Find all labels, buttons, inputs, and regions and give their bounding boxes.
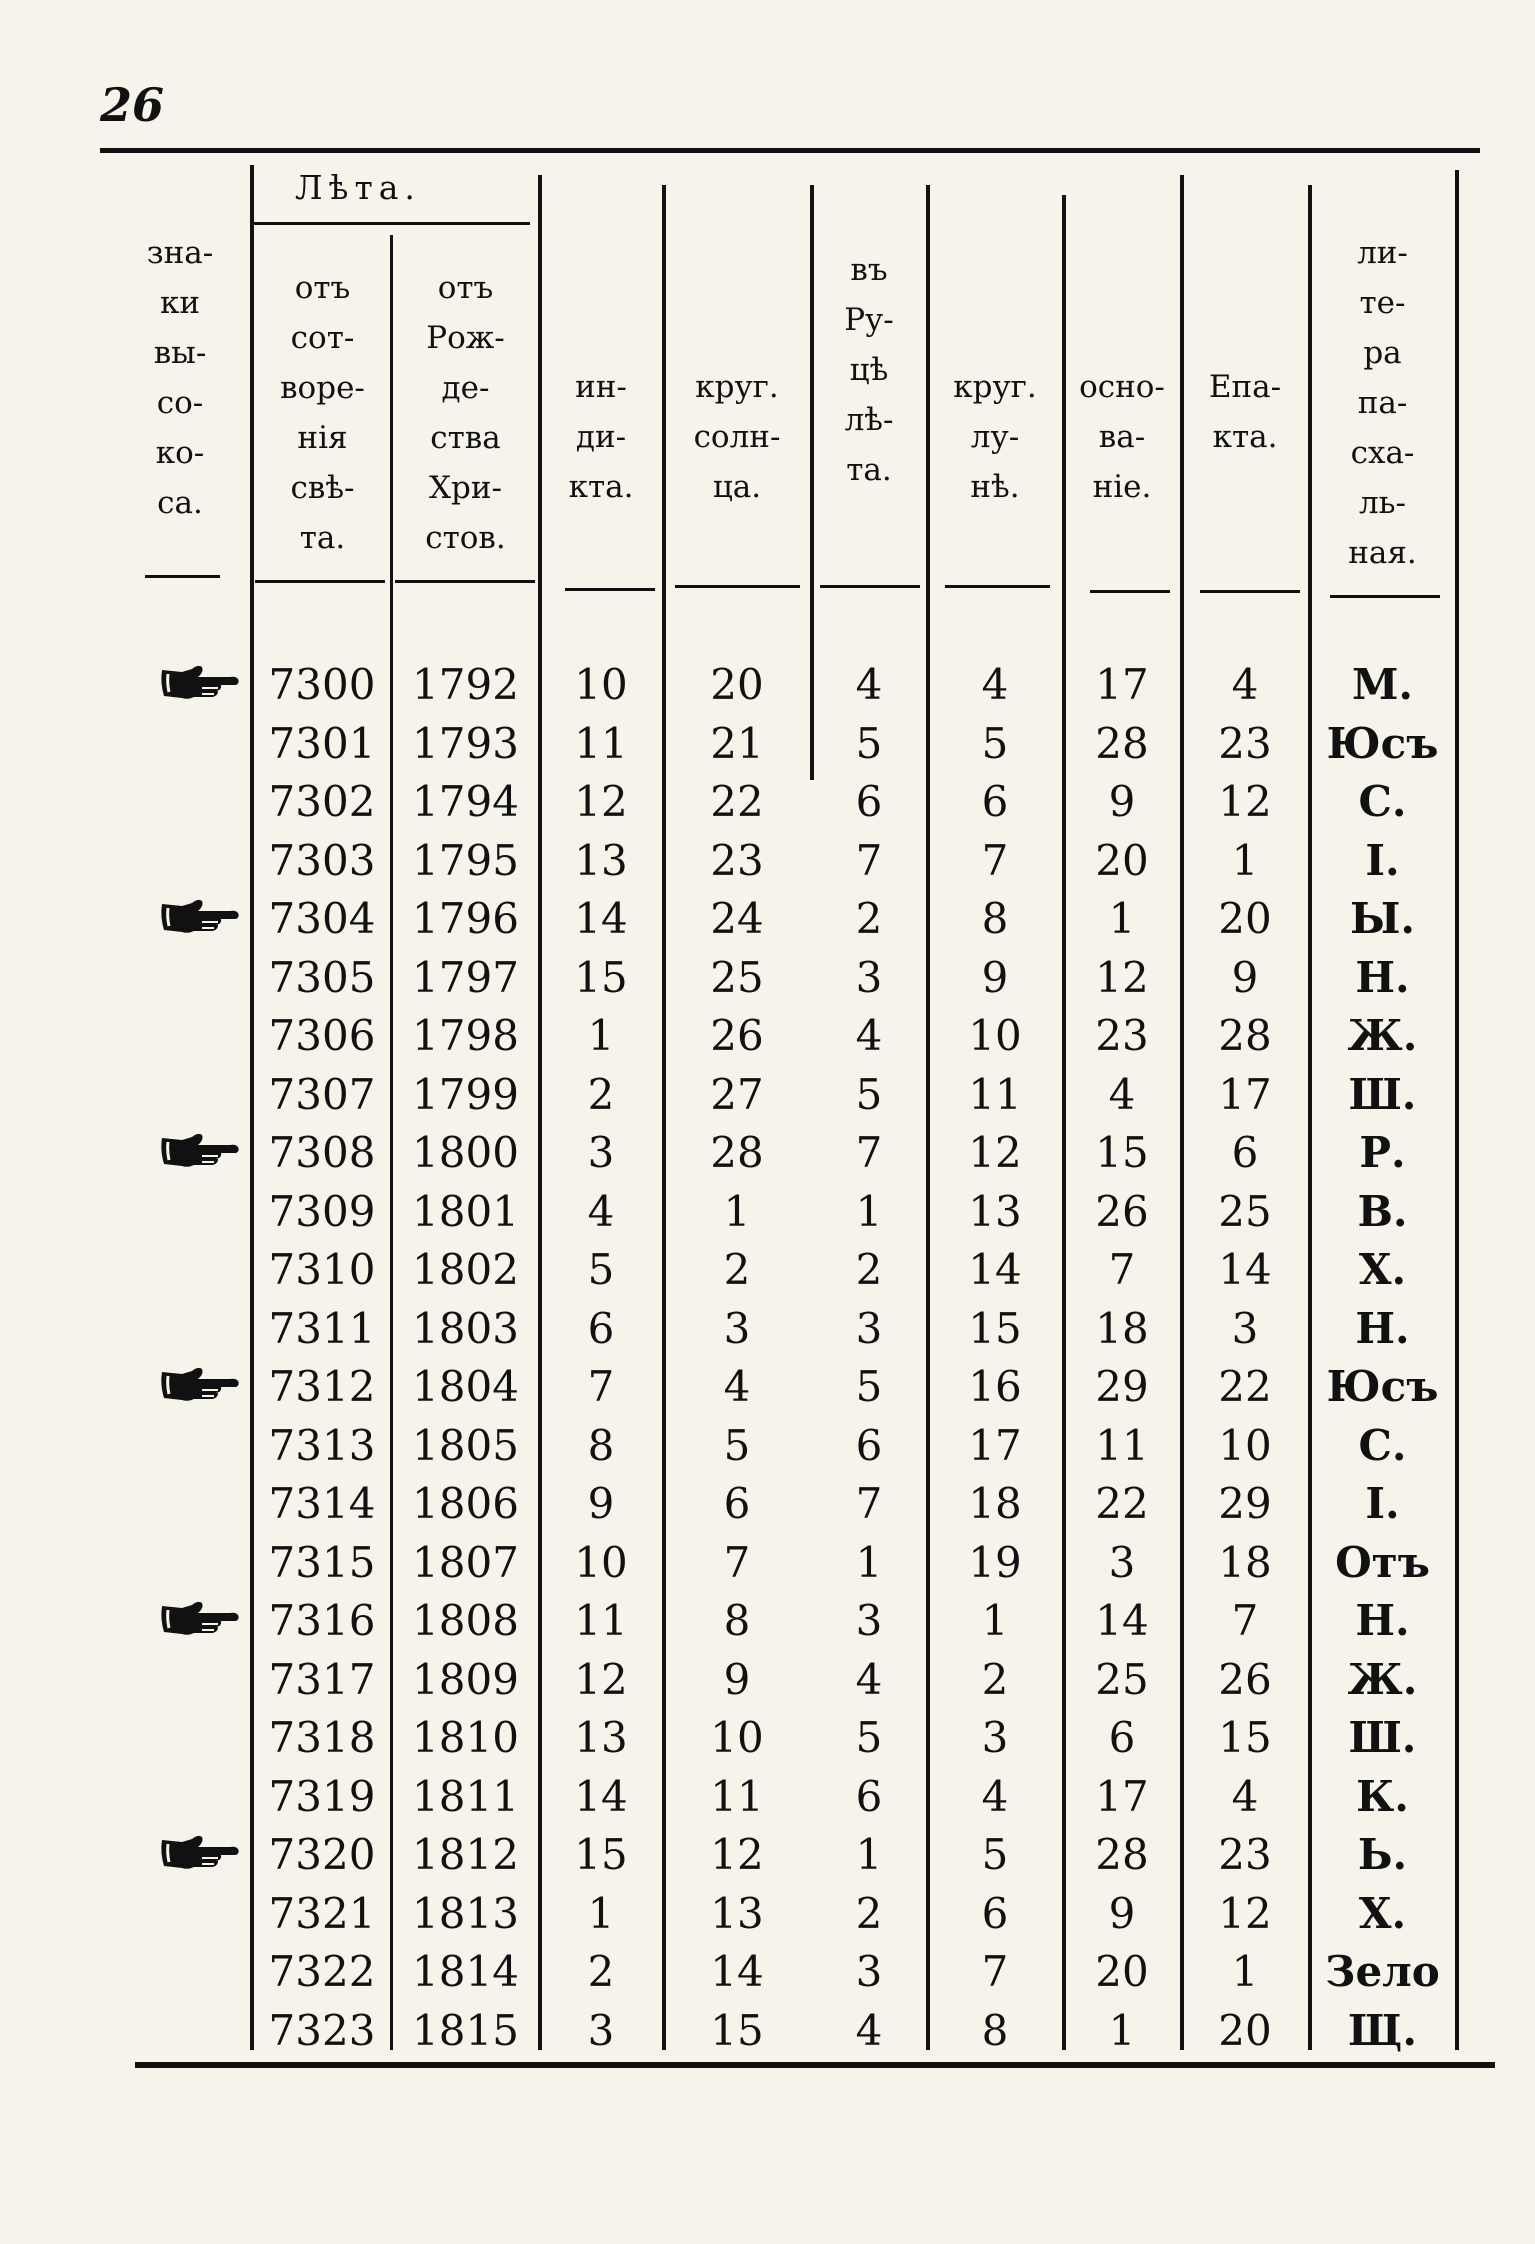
header-indiction: ин- ди- кта. <box>568 369 634 505</box>
cell-epact: 4 <box>1231 660 1259 709</box>
cell-indiction: 10 <box>574 1537 628 1587</box>
cell-indiction: 1 <box>587 1011 615 1060</box>
cell-foundation: 12 <box>1095 952 1149 1002</box>
cell-indiction: 12 <box>574 1654 628 1704</box>
cell-year-nativity: 1807 <box>412 1537 519 1587</box>
pointing-hand-icon <box>158 894 240 940</box>
cell-foundation: 6 <box>1108 1713 1136 1762</box>
header-dash <box>565 588 655 591</box>
cell-epact: 10 <box>1218 1420 1272 1470</box>
cell-epact: 26 <box>1218 1654 1272 1704</box>
cell-paschal-letter: Щ. <box>1348 2005 1417 2055</box>
cell-epact: 4 <box>1231 1771 1259 1821</box>
cell-epact: 15 <box>1218 1713 1272 1762</box>
cell-year-nativity: 1800 <box>412 1128 519 1177</box>
cell-foundation: 23 <box>1095 1011 1149 1060</box>
cell-solar-cycle: 9 <box>723 1654 751 1704</box>
cell-year-creation: 7321 <box>268 1888 376 1938</box>
cell-indiction: 9 <box>587 1479 615 1528</box>
cell-solar-cycle: 21 <box>710 718 764 768</box>
cell-lunar-cycle: 11 <box>968 1069 1022 1119</box>
cell-epact: 9 <box>1231 952 1259 1002</box>
cell-indiction: 15 <box>574 952 628 1002</box>
cell-solar-cycle: 28 <box>710 1128 764 1177</box>
cell-hand-of-year: 6 <box>855 1420 883 1470</box>
header-dash <box>255 580 385 583</box>
header-signs: зна- ки вы- со- ко- са. <box>146 235 214 521</box>
cell-foundation: 29 <box>1095 1362 1149 1411</box>
cell-indiction: 12 <box>574 777 628 826</box>
header-dash <box>1090 590 1170 593</box>
cell-epact: 20 <box>1218 894 1272 943</box>
cell-lunar-cycle: 8 <box>981 2005 1009 2055</box>
cell-solar-cycle: 13 <box>710 1888 764 1938</box>
cell-year-nativity: 1794 <box>412 777 519 826</box>
cell-paschal-letter: С. <box>1358 1420 1407 1470</box>
cell-paschal-letter: Х. <box>1358 1888 1407 1938</box>
cell-epact: 25 <box>1218 1186 1272 1236</box>
header-lunar-cycle: круг. лу- нѣ. <box>953 369 1037 505</box>
cell-lunar-cycle: 13 <box>968 1186 1022 1236</box>
cell-year-creation: 7319 <box>268 1771 376 1821</box>
cell-year-nativity: 1792 <box>412 660 519 709</box>
cell-solar-cycle: 20 <box>710 660 764 709</box>
cell-hand-of-year: 5 <box>855 1713 883 1762</box>
pointing-hand-icon <box>158 1830 240 1876</box>
cell-solar-cycle: 23 <box>710 835 764 885</box>
cell-solar-cycle: 24 <box>710 894 764 943</box>
cell-epact: 22 <box>1218 1362 1272 1411</box>
cell-year-nativity: 1797 <box>412 952 519 1002</box>
cell-indiction: 2 <box>587 1947 615 1996</box>
cell-foundation: 4 <box>1108 1069 1136 1119</box>
cell-foundation: 9 <box>1108 777 1136 826</box>
cell-hand-of-year: 2 <box>855 1888 883 1938</box>
header-solar-cycle: круг. солн- ца. <box>693 369 781 505</box>
cell-paschal-letter: Зело <box>1325 1947 1440 1996</box>
cell-foundation: 26 <box>1095 1186 1149 1236</box>
cell-year-creation: 7316 <box>268 1596 376 1645</box>
cell-paschal-letter: Ж. <box>1347 1654 1418 1704</box>
cell-foundation: 28 <box>1095 718 1149 768</box>
cell-indiction: 14 <box>574 894 628 943</box>
header-hand-of-year: въ Ру- цѣ лѣ- та. <box>844 252 894 488</box>
cell-year-nativity: 1805 <box>412 1420 519 1470</box>
cell-year-nativity: 1796 <box>412 894 519 943</box>
cell-hand-of-year: 3 <box>855 1303 883 1353</box>
cell-year-nativity: 1815 <box>412 2005 519 2055</box>
cell-foundation: 20 <box>1095 1947 1149 1996</box>
cell-hand-of-year: 7 <box>855 835 883 885</box>
cell-foundation: 15 <box>1095 1128 1149 1177</box>
cell-hand-of-year: 1 <box>855 1186 883 1236</box>
cell-epact: 3 <box>1231 1303 1259 1353</box>
cell-indiction: 5 <box>587 1245 615 1294</box>
header-epact: Епа- кта. <box>1208 369 1282 455</box>
cell-year-creation: 7314 <box>268 1479 376 1528</box>
cell-indiction: 8 <box>587 1420 615 1470</box>
cell-paschal-letter: Н. <box>1355 952 1410 1002</box>
cell-paschal-letter: Ь. <box>1357 1830 1408 1879</box>
cell-hand-of-year: 1 <box>855 1830 883 1879</box>
cell-solar-cycle: 22 <box>710 777 764 826</box>
cell-paschal-letter: Отъ <box>1335 1537 1430 1587</box>
cell-foundation: 11 <box>1095 1420 1149 1470</box>
cell-solar-cycle: 3 <box>723 1303 751 1353</box>
cell-lunar-cycle: 7 <box>981 1947 1009 1996</box>
cell-year-creation: 7304 <box>268 894 376 943</box>
cell-indiction: 11 <box>574 1596 628 1645</box>
pointing-hand-icon <box>158 1128 240 1174</box>
pointing-hand-icon <box>158 1596 240 1642</box>
cell-solar-cycle: 15 <box>710 2005 764 2055</box>
cell-solar-cycle: 27 <box>710 1069 764 1119</box>
cell-year-nativity: 1808 <box>412 1596 519 1645</box>
cell-paschal-letter: С. <box>1358 777 1407 826</box>
cell-year-nativity: 1806 <box>412 1479 519 1528</box>
cell-paschal-letter: І. <box>1365 835 1400 885</box>
cell-hand-of-year: 3 <box>855 1596 883 1645</box>
cell-year-nativity: 1812 <box>412 1830 519 1879</box>
cell-indiction: 2 <box>587 1069 615 1119</box>
cell-solar-cycle: 10 <box>710 1713 764 1762</box>
cell-foundation: 9 <box>1108 1888 1136 1938</box>
cell-year-nativity: 1814 <box>412 1947 519 1996</box>
column-rule <box>1455 170 1459 2050</box>
cell-lunar-cycle: 19 <box>968 1537 1022 1587</box>
cell-hand-of-year: 4 <box>855 660 883 709</box>
cell-foundation: 28 <box>1095 1830 1149 1879</box>
cell-solar-cycle: 1 <box>723 1186 751 1236</box>
cell-epact: 20 <box>1218 2005 1272 2055</box>
pointing-hand-icon <box>158 1362 240 1408</box>
cell-epact: 12 <box>1218 777 1272 826</box>
cell-year-creation: 7310 <box>268 1245 376 1294</box>
cell-lunar-cycle: 9 <box>981 952 1009 1002</box>
page-number: 26 <box>100 78 165 132</box>
header-paschal-letter: ли- те- ра па- сха- ль- ная. <box>1348 235 1417 571</box>
cell-year-nativity: 1804 <box>412 1362 519 1411</box>
cell-solar-cycle: 5 <box>723 1420 751 1470</box>
cell-indiction: 3 <box>587 2005 615 2055</box>
cell-epact: 23 <box>1218 1830 1272 1879</box>
cell-lunar-cycle: 14 <box>968 1245 1022 1294</box>
cell-paschal-letter: Юсъ <box>1326 718 1439 768</box>
cell-year-creation: 7302 <box>268 777 376 826</box>
cell-year-creation: 7305 <box>268 952 376 1002</box>
pointing-hand-icon <box>158 660 240 706</box>
header-dash <box>820 585 920 588</box>
cell-hand-of-year: 5 <box>855 718 883 768</box>
cell-year-nativity: 1810 <box>412 1713 519 1762</box>
cell-lunar-cycle: 4 <box>981 1771 1009 1821</box>
cell-lunar-cycle: 18 <box>968 1479 1022 1528</box>
cell-lunar-cycle: 15 <box>968 1303 1022 1353</box>
cell-year-nativity: 1802 <box>412 1245 519 1294</box>
cell-indiction: 6 <box>587 1303 615 1353</box>
cell-solar-cycle: 7 <box>723 1537 751 1587</box>
cell-paschal-letter: Ж. <box>1347 1011 1418 1060</box>
cell-lunar-cycle: 16 <box>968 1362 1022 1411</box>
cell-lunar-cycle: 10 <box>968 1011 1022 1060</box>
cell-paschal-letter: Ы. <box>1349 894 1416 943</box>
header-dash <box>395 580 535 583</box>
cell-epact: 28 <box>1218 1011 1272 1060</box>
cell-paschal-letter: В. <box>1357 1186 1408 1236</box>
header-foundation: осно- ва- ніе. <box>1079 369 1165 505</box>
header-dash <box>1330 595 1440 598</box>
cell-year-creation: 7303 <box>268 835 376 885</box>
cell-year-creation: 7323 <box>268 2005 376 2055</box>
header-dash <box>145 575 220 578</box>
cell-solar-cycle: 8 <box>723 1596 751 1645</box>
cell-lunar-cycle: 1 <box>981 1596 1009 1645</box>
cell-year-creation: 7312 <box>268 1362 376 1411</box>
cell-paschal-letter: Х. <box>1358 1245 1407 1294</box>
cell-year-creation: 7315 <box>268 1537 376 1587</box>
cell-hand-of-year: 3 <box>855 1947 883 1996</box>
cell-year-creation: 7308 <box>268 1128 376 1177</box>
cell-paschal-letter: К. <box>1356 1771 1409 1821</box>
cell-indiction: 13 <box>574 1713 628 1762</box>
cell-paschal-letter: Юсъ <box>1326 1362 1439 1411</box>
cell-year-creation: 7313 <box>268 1420 376 1470</box>
cell-epact: 29 <box>1218 1479 1272 1528</box>
cell-lunar-cycle: 17 <box>968 1420 1022 1470</box>
cell-solar-cycle: 26 <box>710 1011 764 1060</box>
cell-paschal-letter: Р. <box>1359 1128 1406 1177</box>
cell-epact: 1 <box>1231 835 1259 885</box>
cell-foundation: 17 <box>1095 660 1149 709</box>
cell-foundation: 22 <box>1095 1479 1149 1528</box>
cell-foundation: 14 <box>1095 1596 1149 1645</box>
cell-year-nativity: 1798 <box>412 1011 519 1060</box>
cell-year-creation: 7322 <box>268 1947 376 1996</box>
cell-solar-cycle: 14 <box>710 1947 764 1996</box>
cell-year-creation: 7318 <box>268 1713 376 1762</box>
cell-solar-cycle: 6 <box>723 1479 751 1528</box>
cell-foundation: 7 <box>1108 1245 1136 1294</box>
cell-lunar-cycle: 8 <box>981 894 1009 943</box>
cell-year-creation: 7307 <box>268 1069 376 1119</box>
cell-indiction: 4 <box>587 1186 615 1236</box>
cell-lunar-cycle: 6 <box>981 1888 1009 1938</box>
cell-foundation: 3 <box>1108 1537 1136 1587</box>
cell-foundation: 17 <box>1095 1771 1149 1821</box>
cell-year-nativity: 1801 <box>412 1186 519 1236</box>
cell-paschal-letter: Ш. <box>1348 1069 1417 1119</box>
cell-lunar-cycle: 4 <box>981 660 1009 709</box>
cell-hand-of-year: 2 <box>855 894 883 943</box>
cell-hand-of-year: 7 <box>855 1128 883 1177</box>
cell-solar-cycle: 4 <box>723 1362 751 1411</box>
cell-indiction: 14 <box>574 1771 628 1821</box>
cell-indiction: 1 <box>587 1888 615 1938</box>
bottom-rule <box>135 2062 1495 2068</box>
cell-epact: 18 <box>1218 1537 1272 1587</box>
cell-foundation: 1 <box>1108 2005 1136 2055</box>
cell-indiction: 3 <box>587 1128 615 1177</box>
header-dash <box>945 585 1050 588</box>
top-rule <box>100 148 1480 153</box>
cell-year-nativity: 1803 <box>412 1303 519 1353</box>
cell-solar-cycle: 25 <box>710 952 764 1002</box>
cell-hand-of-year: 2 <box>855 1245 883 1294</box>
cell-lunar-cycle: 12 <box>968 1128 1022 1177</box>
header-from-creation: отъ сот- воре- нія свѣ- та. <box>280 270 365 556</box>
cell-lunar-cycle: 6 <box>981 777 1009 826</box>
cell-epact: 17 <box>1218 1069 1272 1119</box>
cell-year-creation: 7311 <box>268 1303 376 1353</box>
cell-hand-of-year: 6 <box>855 777 883 826</box>
cell-lunar-cycle: 2 <box>981 1654 1009 1704</box>
cell-year-nativity: 1793 <box>412 718 519 768</box>
cell-epact: 1 <box>1231 1947 1259 1996</box>
cell-solar-cycle: 2 <box>723 1245 751 1294</box>
header-dash <box>675 585 800 588</box>
header-from-nativity: отъ Рож- де- ства Хри- стов. <box>425 270 506 556</box>
cell-hand-of-year: 4 <box>855 1011 883 1060</box>
cell-year-nativity: 1809 <box>412 1654 519 1704</box>
cell-epact: 14 <box>1218 1245 1272 1294</box>
cell-year-nativity: 1795 <box>412 835 519 885</box>
cell-hand-of-year: 4 <box>855 2005 883 2055</box>
cell-year-creation: 7309 <box>268 1186 376 1236</box>
cell-epact: 6 <box>1231 1128 1259 1177</box>
cell-lunar-cycle: 7 <box>981 835 1009 885</box>
cell-solar-cycle: 12 <box>710 1830 764 1879</box>
cell-hand-of-year: 4 <box>855 1654 883 1704</box>
cell-indiction: 7 <box>587 1362 615 1411</box>
cell-year-creation: 7317 <box>268 1654 376 1704</box>
cell-hand-of-year: 5 <box>855 1362 883 1411</box>
years-group-header: Лѣта. <box>295 168 421 207</box>
cell-paschal-letter: Н. <box>1355 1303 1410 1353</box>
cell-paschal-letter: І. <box>1365 1479 1400 1528</box>
group-underline <box>250 222 530 225</box>
cell-epact: 23 <box>1218 718 1272 768</box>
cell-indiction: 11 <box>574 718 628 768</box>
cell-indiction: 15 <box>574 1830 628 1879</box>
cell-foundation: 20 <box>1095 835 1149 885</box>
cell-lunar-cycle: 5 <box>981 1830 1009 1879</box>
cell-lunar-cycle: 3 <box>981 1713 1009 1762</box>
cell-hand-of-year: 6 <box>855 1771 883 1821</box>
cell-foundation: 1 <box>1108 894 1136 943</box>
cell-year-nativity: 1811 <box>412 1771 519 1821</box>
cell-foundation: 25 <box>1095 1654 1149 1704</box>
header-dash <box>1200 590 1300 593</box>
cell-year-creation: 7301 <box>268 718 376 768</box>
cell-year-nativity: 1813 <box>412 1888 519 1938</box>
cell-year-nativity: 1799 <box>412 1069 519 1119</box>
cell-paschal-letter: Ш. <box>1348 1713 1417 1762</box>
cell-foundation: 18 <box>1095 1303 1149 1353</box>
cell-epact: 12 <box>1218 1888 1272 1938</box>
cell-hand-of-year: 1 <box>855 1537 883 1587</box>
cell-year-creation: 7300 <box>268 660 376 709</box>
cell-year-creation: 7306 <box>268 1011 376 1060</box>
cell-hand-of-year: 5 <box>855 1069 883 1119</box>
cell-hand-of-year: 7 <box>855 1479 883 1528</box>
cell-indiction: 13 <box>574 835 628 885</box>
cell-indiction: 10 <box>574 660 628 709</box>
cell-paschal-letter: М. <box>1351 660 1414 709</box>
cell-solar-cycle: 11 <box>710 1771 764 1821</box>
cell-paschal-letter: Н. <box>1355 1596 1410 1645</box>
cell-year-creation: 7320 <box>268 1830 376 1879</box>
cell-lunar-cycle: 5 <box>981 718 1009 768</box>
cell-epact: 7 <box>1231 1596 1259 1645</box>
cell-hand-of-year: 3 <box>855 952 883 1002</box>
